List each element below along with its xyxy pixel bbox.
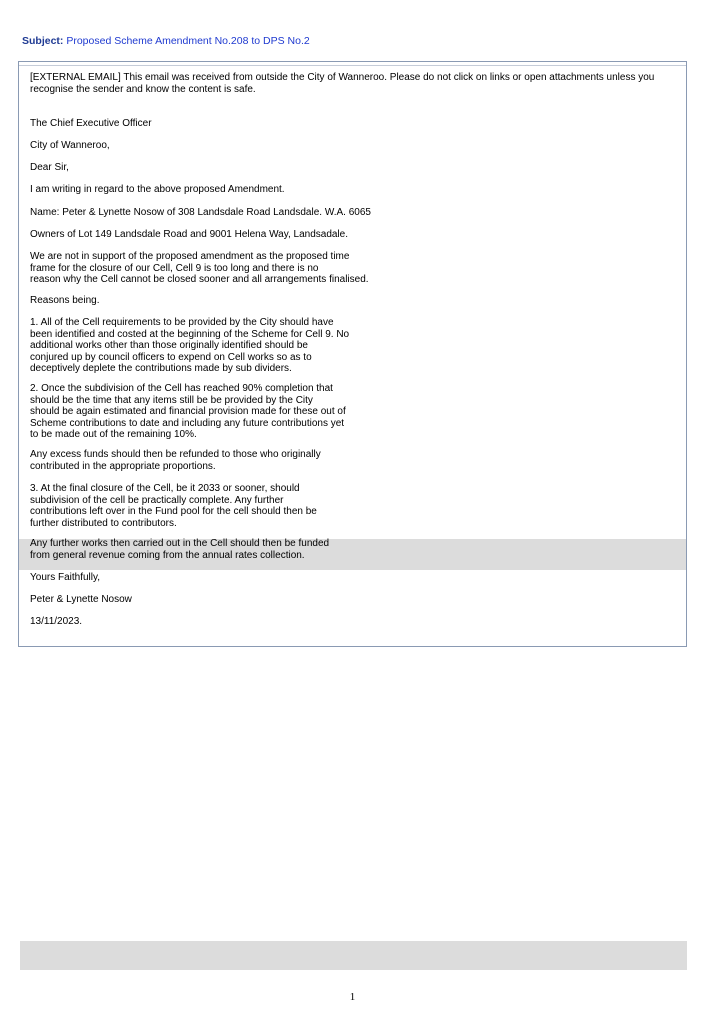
page-number: 1 [349,991,356,1003]
text-line: should be the time that any items still be be provided by the City [30,394,313,406]
closing: Yours Faithfully, [30,572,101,583]
name-line: Name: Peter & Lynette Nosow of 308 Landsdale Road Landsdale. W.A. 6065 [30,207,371,218]
divider [19,65,686,66]
subject-label: Subject: [22,35,64,47]
text-line: additional works other than those originally identified should be [30,340,308,351]
text-line: We are not in support of the proposed amendment as the proposed time [30,251,350,262]
addressee-title: The Chief Executive Officer [30,118,152,129]
reason-3-paragraph [30,483,317,529]
addressee-org: City of Wanneroo, [30,140,110,151]
text-line: reason why the Cell cannot be closed sooner and all arrangements finalised. [30,274,369,285]
excess-funds-paragraph [30,449,321,472]
subject-value: Proposed Scheme Amendment No.208 to DPS No.2 [66,35,310,47]
further-works-paragraph [30,538,329,561]
text-line: conjured up by council officers to expend on Cell works so as to [30,351,312,363]
text-line: 1. All of the Cell requirements to be provided by the City should have [30,317,334,328]
footer-bar [20,941,687,970]
email-body-box [18,61,687,647]
text-line: 3. At the final closure of the Cell, be it 2033 or sooner, should [30,483,300,494]
text-line: contributions left over in the Fund pool for the cell should then be [30,506,317,517]
text-line: Scheme contributions to date and including any future contributions yet [30,417,345,429]
text-line: further distributed to contributors. [30,517,177,529]
external-email-warning: [EXTERNAL EMAIL] This email was received from outside the City of Wanneroo. Please do not click on links or open attachments unless you recognise the sender and know the content is safe. [30,72,655,95]
signature: Peter & Lynette Nosow [30,594,132,605]
text-line: 2. Once the subdivision of the Cell has reached 90% completion that [30,383,333,394]
reason-2-paragraph [30,383,346,441]
text-line: Any further works then carried out in the Cell should then be funded [30,538,330,549]
date: 13/11/2023. [30,616,83,627]
intro-line: I am writing in regard to the above proposed Amendment. [30,184,285,195]
salutation: Dear Sir, [30,162,69,173]
text-line: contributed in the appropriate proportions. [30,460,216,472]
objection-paragraph [30,251,369,286]
text-line: should be again estimated and financial provision made for these out of [30,406,346,417]
text-line: to be made out of the remaining 10%. [30,429,197,440]
reasons-heading: Reasons being. [30,295,100,306]
subject-line [22,35,310,47]
owners-line: Owners of Lot 149 Landsdale Road and 9001 Helena Way, Landsadale. [30,229,348,240]
text-line: been identified and costed at the beginning of the Scheme for Cell 9. No [30,328,350,340]
text-line: Any excess funds should then be refunded to those who originally [30,449,321,460]
text-line: subdivision of the cell be practically complete. Any further [30,494,284,506]
text-line: frame for the closure of our Cell, Cell 9 is too long and there is no [30,262,319,274]
reason-1-paragraph [30,317,349,375]
text-line: deceptively deplete the contributions made by sub dividers. [30,363,292,374]
text-line: from general revenue coming from the annual rates collection. [30,549,305,561]
